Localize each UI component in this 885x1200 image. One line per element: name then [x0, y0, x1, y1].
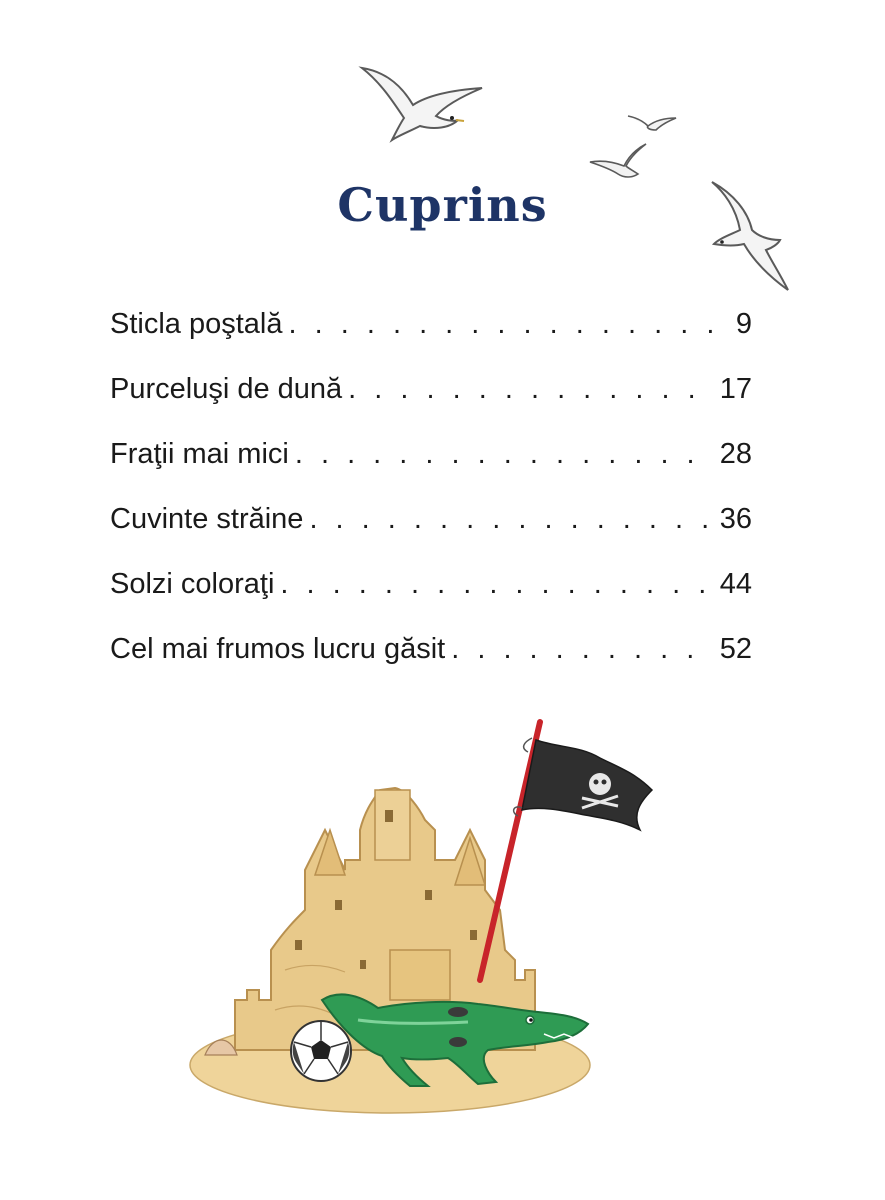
toc-dot-leader [295, 438, 712, 471]
toc-entry-label: Fraţii mai mici [110, 438, 289, 470]
toc-entry[interactable] [110, 373, 752, 438]
seagull-icon [626, 110, 678, 136]
soccer-ball-icon [288, 1018, 354, 1084]
toc-dot-leader [309, 503, 712, 536]
toc-entry[interactable] [110, 308, 752, 373]
toc-entry-label: Sticla poştală [110, 308, 283, 340]
toc-entry-label: Solzi coloraţi [110, 568, 275, 600]
toc-entry[interactable] [110, 503, 752, 568]
inflatable-crocodile-icon [318, 990, 594, 1090]
seagull-icon [588, 140, 650, 182]
toc-dot-leader [348, 373, 712, 406]
toc-dot-leader [451, 633, 712, 666]
toc-entry-page: 9 [735, 308, 752, 340]
toc-entry-page: 44 [719, 568, 752, 600]
seagull-icon [358, 60, 488, 150]
toc-entry[interactable] [110, 438, 752, 503]
toc-entry-label: Cuvinte străine [110, 503, 304, 535]
toc-dot-leader [280, 568, 712, 601]
toc-dot-leader [289, 308, 713, 341]
table-of-contents [110, 308, 752, 698]
page-title: Cuprins [337, 178, 548, 232]
toc-entry-page: 36 [719, 503, 752, 535]
toc-entry-page: 52 [719, 633, 752, 665]
pirate-flag-icon [470, 718, 660, 988]
toc-entry[interactable] [110, 633, 752, 698]
toc-entry[interactable] [110, 568, 752, 633]
toc-entry-page: 17 [719, 373, 752, 405]
toc-entry-page: 28 [719, 438, 752, 470]
toc-entry-label: Cel mai frumos lucru găsit [110, 633, 446, 665]
toc-entry-label: Purceluşi de dună [110, 373, 343, 405]
